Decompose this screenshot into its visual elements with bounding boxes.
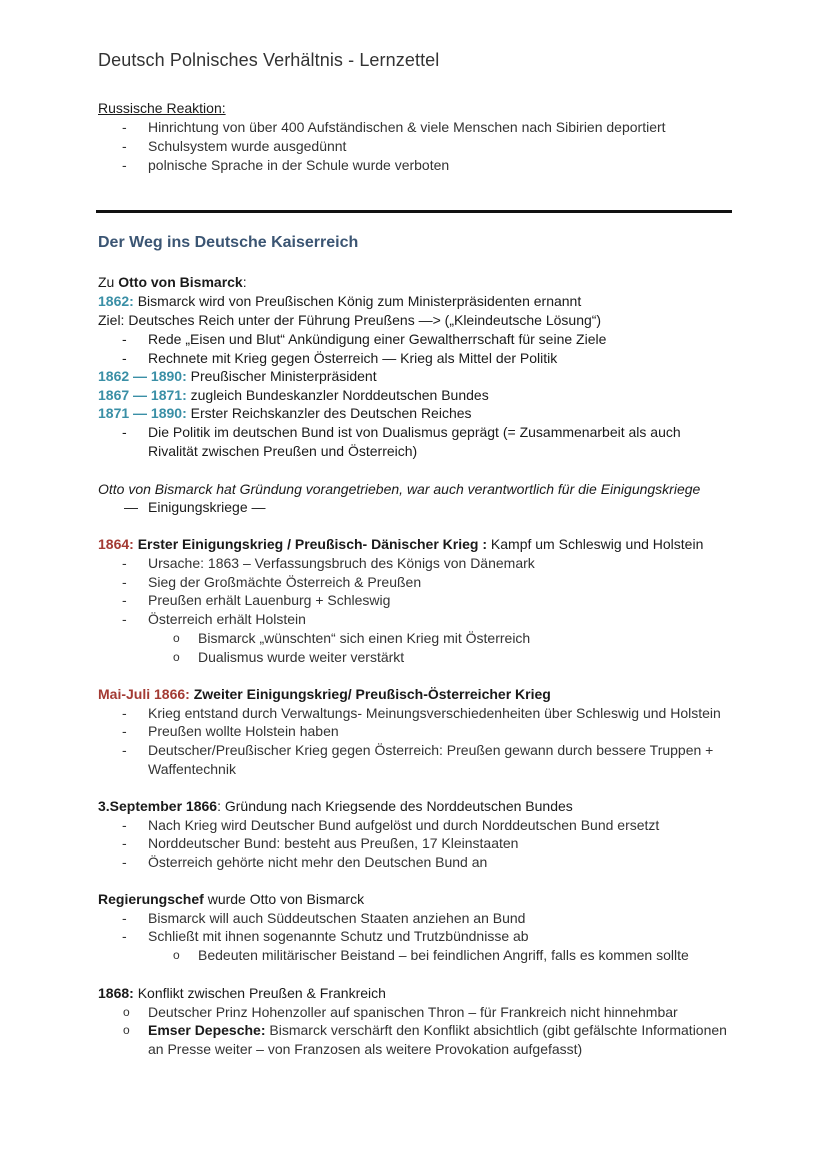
konflikt-item: Deutscher Prinz Hohenzoller auf spanischen Thron – für Frankreich nicht hinnehmbar bbox=[148, 1004, 678, 1020]
bullet-dash: - bbox=[122, 119, 127, 135]
otto-1862 bbox=[98, 292, 581, 311]
russ-heading: Russische Reaktion: bbox=[98, 100, 226, 116]
section-divider bbox=[96, 210, 732, 213]
sept-item: Nach Krieg wird Deutscher Bund aufgelöst und durch Norddeutschen Bund ersetzt bbox=[148, 817, 660, 833]
bullet-circle: o bbox=[173, 631, 180, 645]
emser-depesche-text: Bismarck verschärft den Konflikt absichtlich (gibt gefälschte Informationen bbox=[265, 1022, 727, 1038]
krieg1-subitem: Dualismus wurde weiter verstärkt bbox=[198, 649, 405, 665]
range-text: Erster Reichskanzler des Deutschen Reiches bbox=[186, 405, 472, 421]
konflikt-rest: Konflikt zwischen Preußen & Frankreich bbox=[133, 985, 386, 1001]
krieg1-item: Ursache: 1863 – Verfassungsbruch des Königs von Dänemark bbox=[148, 555, 535, 571]
bullet-dash: - bbox=[122, 611, 127, 627]
regierung-item: Bismarck will auch Süddeutschen Staaten anziehen an Bund bbox=[148, 910, 526, 926]
krieg1-subitem: Bismarck „wünschten“ sich einen Krieg mit Österreich bbox=[198, 630, 531, 646]
year-label: 1862: bbox=[98, 293, 134, 309]
sept-item: Norddeutscher Bund: besteht aus Preußen, 17 Kleinstaaten bbox=[148, 835, 519, 851]
sept-heading bbox=[98, 797, 573, 816]
document-title: Deutsch Polnisches Verhältnis - Lernzettel bbox=[98, 50, 440, 70]
dualismus-line-2: Rivalität zwischen Preußen und Österreich) bbox=[148, 443, 418, 459]
konflikt-heading bbox=[98, 984, 386, 1003]
konflikt-item bbox=[148, 1021, 727, 1040]
year-label: 1871 — 1890: bbox=[98, 405, 187, 421]
regierung-item: Schließt mit ihnen sogenannte Schutz und Trutzbündnisse ab bbox=[148, 928, 529, 944]
bullet-dash: - bbox=[122, 138, 127, 154]
bullet-dash: - bbox=[122, 928, 127, 944]
sept-rest: : Gründung nach Kriegsende des Norddeutschen Bundes bbox=[217, 798, 573, 814]
bullet-dash: - bbox=[122, 555, 127, 571]
krieg2-item: Preußen wollte Holstein haben bbox=[148, 723, 339, 739]
bullet-circle: o bbox=[123, 1005, 130, 1019]
krieg1-item: Preußen erhält Lauenburg + Schleswig bbox=[148, 592, 391, 608]
sept-date: 3.September 1866 bbox=[98, 798, 218, 814]
krieg1-heading bbox=[98, 535, 703, 554]
bullet-dash: - bbox=[122, 817, 127, 833]
bullet-dash: - bbox=[122, 835, 127, 851]
year-label: 1864: bbox=[98, 536, 134, 552]
bullet-dash: - bbox=[122, 705, 127, 721]
regierung-subitem: Bedeuten militärischer Beistand – bei feindlichen Angriff, falls es kommen sollte bbox=[198, 947, 689, 963]
otto-item: Rechnete mit Krieg gegen Österreich — Krieg als Mittel der Politik bbox=[148, 350, 558, 366]
krieg1-title: Erster Einigungskrieg / Preußisch- Dänischer Krieg : bbox=[133, 536, 488, 552]
range-text: zugleich Bundeskanzler Norddeutschen Bundes bbox=[186, 387, 489, 403]
krieg1-item: Sieg der Großmächte Österreich & Preußen bbox=[148, 574, 422, 590]
emser-depesche-label: Emser Depesche: bbox=[148, 1022, 266, 1038]
dualismus-line-1: Die Politik im deutschen Bund ist von Dualismus geprägt (= Zusammenarbeit als auch bbox=[148, 424, 681, 440]
otto-intro-post: : bbox=[242, 274, 247, 290]
bullet-dash: - bbox=[122, 592, 127, 608]
year-label: 1868: bbox=[98, 985, 134, 1001]
bullet-circle: o bbox=[173, 948, 180, 962]
krieg2-item: Deutscher/Preußischer Krieg gegen Österreich: Preußen gewann durch bessere Truppen + bbox=[148, 742, 714, 758]
krieg2-item: Krieg entstand durch Verwaltungs- Meinungsverschiedenheiten über Schleswig und Holstein bbox=[148, 705, 721, 721]
krieg2-heading bbox=[98, 685, 551, 704]
otto-intro bbox=[98, 273, 247, 292]
otto-intro-pre: Zu bbox=[98, 274, 119, 290]
konflikt-item-cont: an Presse weiter – von Franzosen als weitere Provokation aufgefasst) bbox=[148, 1041, 583, 1057]
bullet-emdash: — bbox=[124, 499, 138, 515]
bullet-dash: - bbox=[122, 331, 127, 347]
italic-note: Otto von Bismarck hat Gründung vorangetrieben, war auch verantwortlich für die Einigungskriege bbox=[98, 481, 701, 497]
bullet-dash: - bbox=[122, 723, 127, 739]
bullet-dash: - bbox=[122, 742, 127, 758]
russ-item: polnische Sprache in der Schule wurde verboten bbox=[148, 157, 450, 173]
regierung-heading bbox=[98, 890, 364, 909]
bullet-circle: o bbox=[173, 650, 180, 664]
otto-intro-name: Otto von Bismarck bbox=[118, 274, 243, 290]
krieg2-title: Zweiter Einigungskrieg/ Preußisch-Österreicher Krieg bbox=[189, 686, 551, 702]
regierung-label: Regierungschef bbox=[98, 891, 204, 907]
bullet-dash: - bbox=[122, 854, 127, 870]
year-label: 1862 — 1890: bbox=[98, 368, 187, 384]
bullet-dash: - bbox=[122, 910, 127, 926]
bullet-circle: o bbox=[123, 1023, 130, 1037]
einigungskriege-label: Einigungskriege — bbox=[148, 499, 266, 515]
bullet-dash: - bbox=[122, 424, 127, 440]
krieg2-item-cont: Waffentechnik bbox=[148, 761, 236, 777]
regierung-rest: wurde Otto von Bismarck bbox=[203, 891, 365, 907]
section-heading: Der Weg ins Deutsche Kaiserreich bbox=[98, 234, 359, 251]
year-label: Mai-Juli 1866: bbox=[98, 686, 190, 702]
sept-item: Österreich gehörte nicht mehr den Deutschen Bund an bbox=[148, 854, 488, 870]
krieg1-item: Österreich erhält Holstein bbox=[148, 611, 306, 627]
russ-item: Hinrichtung von über 400 Aufständischen & viele Menschen nach Sibirien deportiert bbox=[148, 119, 666, 135]
bullet-dash: - bbox=[122, 574, 127, 590]
bullet-dash: - bbox=[122, 157, 127, 173]
bullet-dash: - bbox=[122, 350, 127, 366]
otto-item: Rede „Eisen und Blut“ Ankündigung einer Gewaltherrschaft für seine Ziele bbox=[148, 331, 607, 347]
otto-range-2 bbox=[98, 386, 489, 405]
otto-1862-text: Bismarck wird von Preußischen König zum Ministerpräsidenten ernannt bbox=[133, 293, 582, 309]
year-label: 1867 — 1871: bbox=[98, 387, 187, 403]
otto-ziel: Ziel: Deutsches Reich unter der Führung Preußens —> („Kleindeutsche Lösung“) bbox=[98, 312, 602, 328]
otto-range-3 bbox=[98, 404, 472, 423]
otto-range-1 bbox=[98, 367, 377, 386]
range-text: Preußischer Ministerpräsident bbox=[186, 368, 377, 384]
russ-item: Schulsystem wurde ausgedünnt bbox=[148, 138, 347, 154]
krieg1-rest: Kampf um Schleswig und Holstein bbox=[487, 536, 704, 552]
